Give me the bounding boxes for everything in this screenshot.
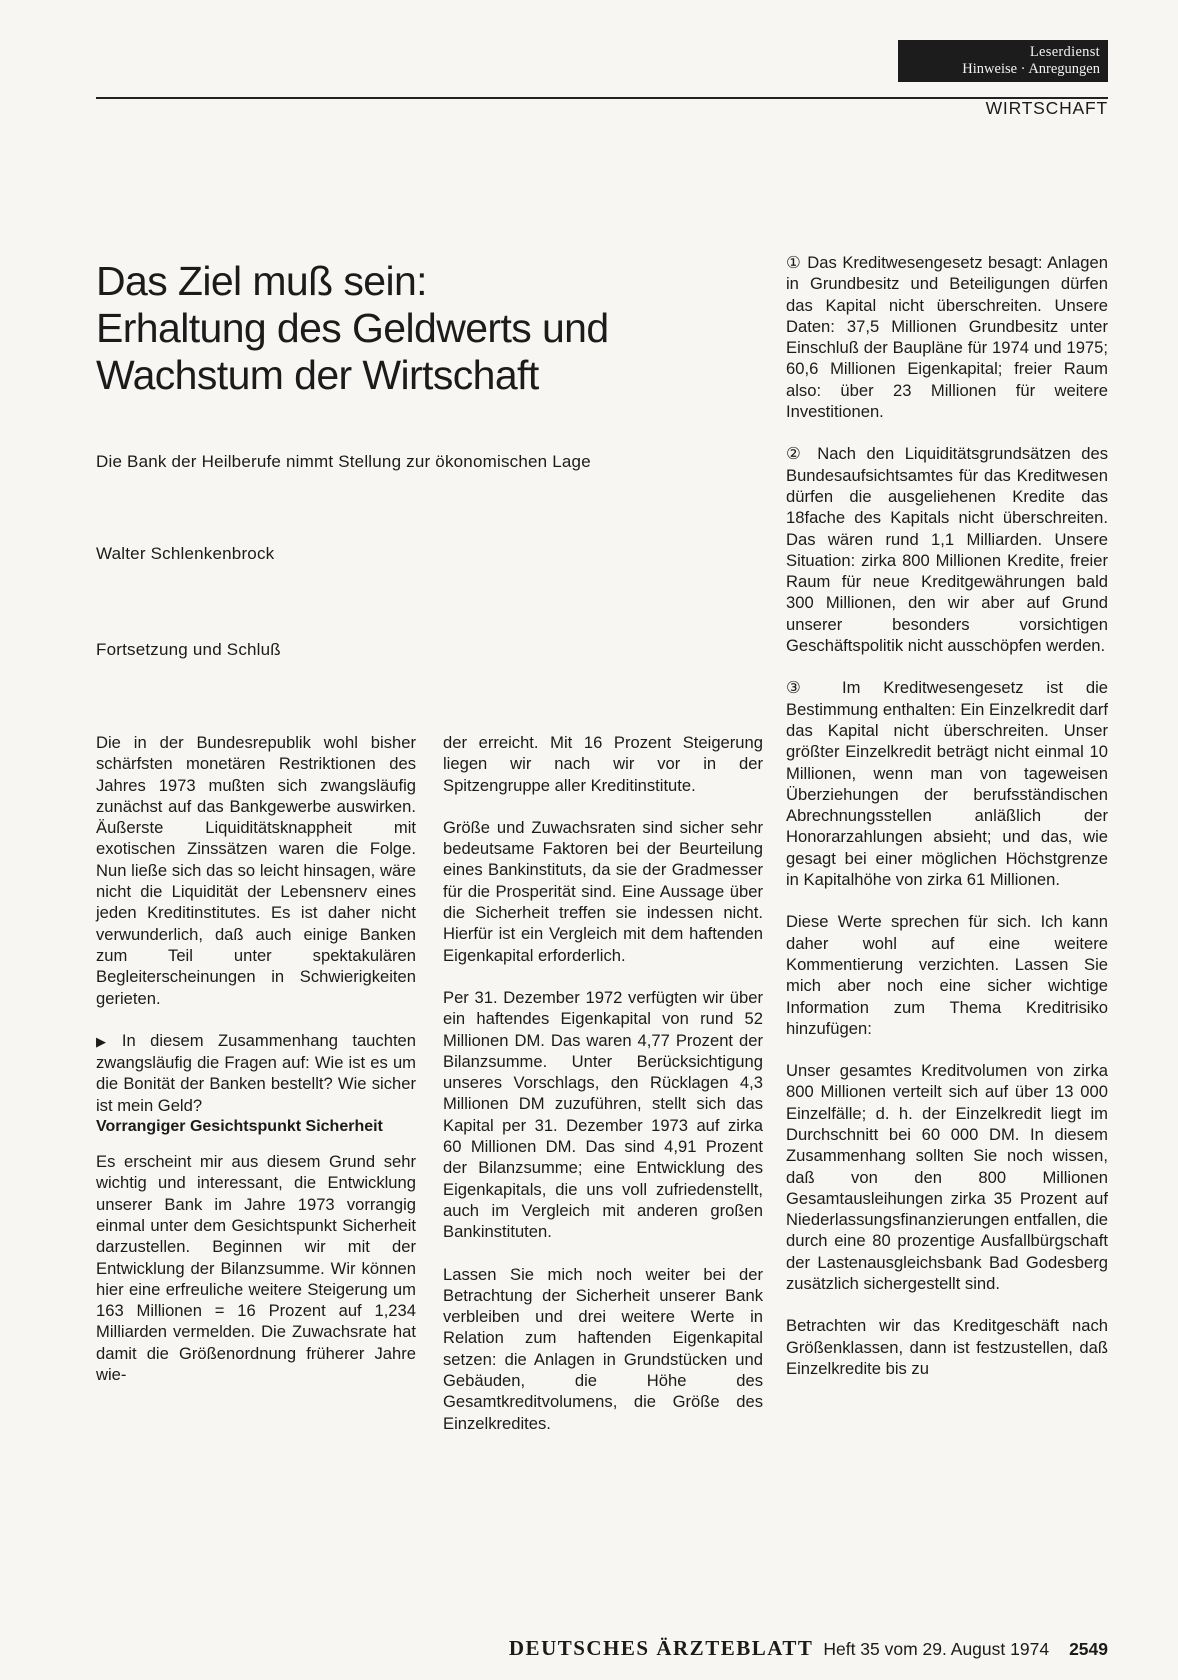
badge-line-2: Hinweise · Anregungen <box>962 61 1100 77</box>
paragraph: Per 31. Dezember 1972 verfügten wir über ein haftendes Eigenkapital von rund 52 Millionen DM. Das waren 4,77 Prozent der Bilanzsumme. Unter Berücksichtigung unseres Vorschlags, den Rücklagen 4,3 Millionen DM zuzuführen, stellt sich das Kapital per 31. Dezember 1973 auf zirka 60 Millionen DM. Das sind 4,91 Prozent der Bilanzsumme; eine Entwicklung des Eigenkapitals, die uns voll zufriedenstellt, auch im Vergleich mit anderen großen Bankinstituten. <box>443 987 763 1242</box>
article-subheadline: Die Bank der Heilberufe nimmt Stellung zur ökonomischen Lage <box>96 452 591 471</box>
paragraph: Es erscheint mir aus diesem Grund sehr wichtig und interessant, die Entwicklung unserer Bank im Jahre 1973 vorrangig einmal unter dem Gesichtspunkt Sicherheit darzustellen. Beginnen wir mit der Entwicklung der Bilanzsumme. Wir können hier eine erfreuliche weitere Steigerung um 163 Millionen = 16 Prozent auf 1,234 Milliarden vermelden. Die Zuwachsrate hat damit die Größenordnung früherer Jahre wie- <box>96 1152 416 1385</box>
text-column-3 <box>786 252 1108 1379</box>
paragraph: Betrachten wir das Kreditgeschäft nach Größenklassen, dann ist festzustellen, daß Einzelkredite bis zu <box>786 1316 1108 1378</box>
paragraph: Größe und Zuwachsraten sind sicher sehr bedeutsame Faktoren bei der Beurteilung eines Bankinstituts, da sie der Gradmesser für die Prosperität sind. Eine Aussage über die Sicherheit treffen sie indessen nicht. Hierfür ist ein Vergleich mit dem haftenden Eigenkapital erforderlich. <box>443 817 763 965</box>
text-column-1 <box>96 732 416 1385</box>
article-author: Walter Schlenkenbrock <box>96 544 275 563</box>
numbered-paragraph-2: ② Nach den Liquiditätsgrundsätzen des Bundesaufsichtsamtes für das Kreditwesen dürfen die ausgeliehenen Kredite das 18fache des Kapitals nicht überschreiten. Das wären rund 1,1 Milliarden. Unsere Situation: zirka 800 Millionen Kredite, freier Raum für neue Kreditgewährungen bald 300 Millionen, den wir aber auf Grund unserer besonders vorsichtigen Geschäftspolitik nicht ausschöpfen werden. <box>786 444 1108 656</box>
paragraph: Lassen Sie mich noch weiter bei der Betrachtung der Sicherheit unserer Bank verbleiben und drei weitere Werte in Relation zum haftenden Eigenkapital setzen: die Anlagen in Grundstücken und Gebäuden, die Höhe des Gesamtkreditvolumens, die Größe des Einzelkredites. <box>443 1264 763 1433</box>
headline-line-2: Erhaltung des Geldwerts und <box>96 305 609 351</box>
continuation-note: Fortsetzung und Schluß <box>96 640 281 659</box>
bullet-paragraph-text: In diesem Zusammenhang tauchten zwangsläufig die Fragen auf: Wie ist es um die Bonität der Banken bestellt? Wie sicher ist mein Geld? <box>96 1030 417 1115</box>
section-subheading: Vorrangiger Gesichtspunkt Sicherheit <box>96 1118 383 1136</box>
page-footer <box>509 1636 1108 1661</box>
badge-line-1: Leserdienst <box>1029 44 1100 60</box>
page-number: 2549 <box>1069 1639 1108 1659</box>
paragraph: Die in der Bundesrepublik wohl bisher schärfsten monetären Restriktionen des Jahres 1973 mußten sich zwangsläufig zunächst auf das Bankgewerbe auswirken. Äußerste Liquiditätsknappheit mit exotischen Zinssätzen waren die Folge. Nun ließe sich das so leicht hinsagen, wäre nicht die Liquidität der Lebensnerv eines jeden Kreditinstitutes. Es ist daher nicht verwunderlich, daß auch einige Banken zum Teil unter spektakulären Begleiterscheinungen in Schwierigkeiten gerieten. <box>96 733 416 1008</box>
headline-line-1: Das Ziel muß sein: <box>96 258 427 304</box>
issue-info: Heft 35 vom 29. August 1974 <box>823 1639 1050 1659</box>
section-label: WIRTSCHAFT <box>985 98 1108 118</box>
numbered-paragraph-1: ① Das Kreditwesengesetz besagt: Anlagen in Grundbesitz und Beteiligungen dürfen das Kapital nicht überschreiten. Unsere Daten: 37,5 Millionen Grundbesitz unter Einschluß der Baupläne für 1974 und 1975; 60,6 Millionen Eigenkapital; freier Raum also: über 23 Millionen für weitere Investitionen. <box>786 253 1108 422</box>
paragraph: Unser gesamtes Kreditvolumen von zirka 800 Millionen verteilt sich auf über 13 000 Einzelfälle; d. h. der Einzelkredit liegt im Durchschnitt bei 60 000 DM. In diesem Zusammenhang sollten Sie noch wissen, daß von den 800 Millionen Gesamtausleihungen zirka 35 Prozent auf Niederlassungsfinanzierungen entfallen, die durch eine 80 prozentige Ausfallbürgschaft der Lastenausgleichsbank Bad Godesberg zusätzlich sichergestellt sind. <box>786 1061 1108 1294</box>
numbered-paragraph-3: ③ Im Kreditwesengesetz ist die Bestimmung enthalten: Ein Einzelkredit darf das Kapital nicht überschreiten. Unser größter Einzelkredit beträgt nicht einmal 10 Millionen, wenn man von tageweisen Überziehungen der berufsständischen Abrechnungsstellen anläßlich der Honorarzahlungen absieht; und das, wie gesagt bei einer möglichen Höchstgrenze in Kapitalhöhe von zirka 61 Millionen. <box>786 678 1108 890</box>
header-rule <box>96 97 1108 99</box>
paragraph: Diese Werte sprechen für sich. Ich kann daher wohl auf eine weitere Kommentierung verzichten. Lassen Sie mich aber noch eine sicher wichtige Information zum Thema Kreditrisiko hinzufügen: <box>786 912 1108 1038</box>
triangle-bullet-icon <box>96 1031 122 1050</box>
leserdienst-badge <box>898 40 1108 82</box>
journal-masthead: DEUTSCHES ÄRZTEBLATT <box>508 1636 814 1660</box>
article-headline <box>96 258 736 399</box>
text-column-2 <box>443 732 763 1434</box>
headline-line-3: Wachstum der Wirtschaft <box>96 352 539 398</box>
bullet-paragraph <box>96 1030 416 1116</box>
paragraph: der erreicht. Mit 16 Prozent Steigerung liegen wir nach wir vor in der Spitzengruppe aller Kreditinstitute. <box>443 733 763 795</box>
